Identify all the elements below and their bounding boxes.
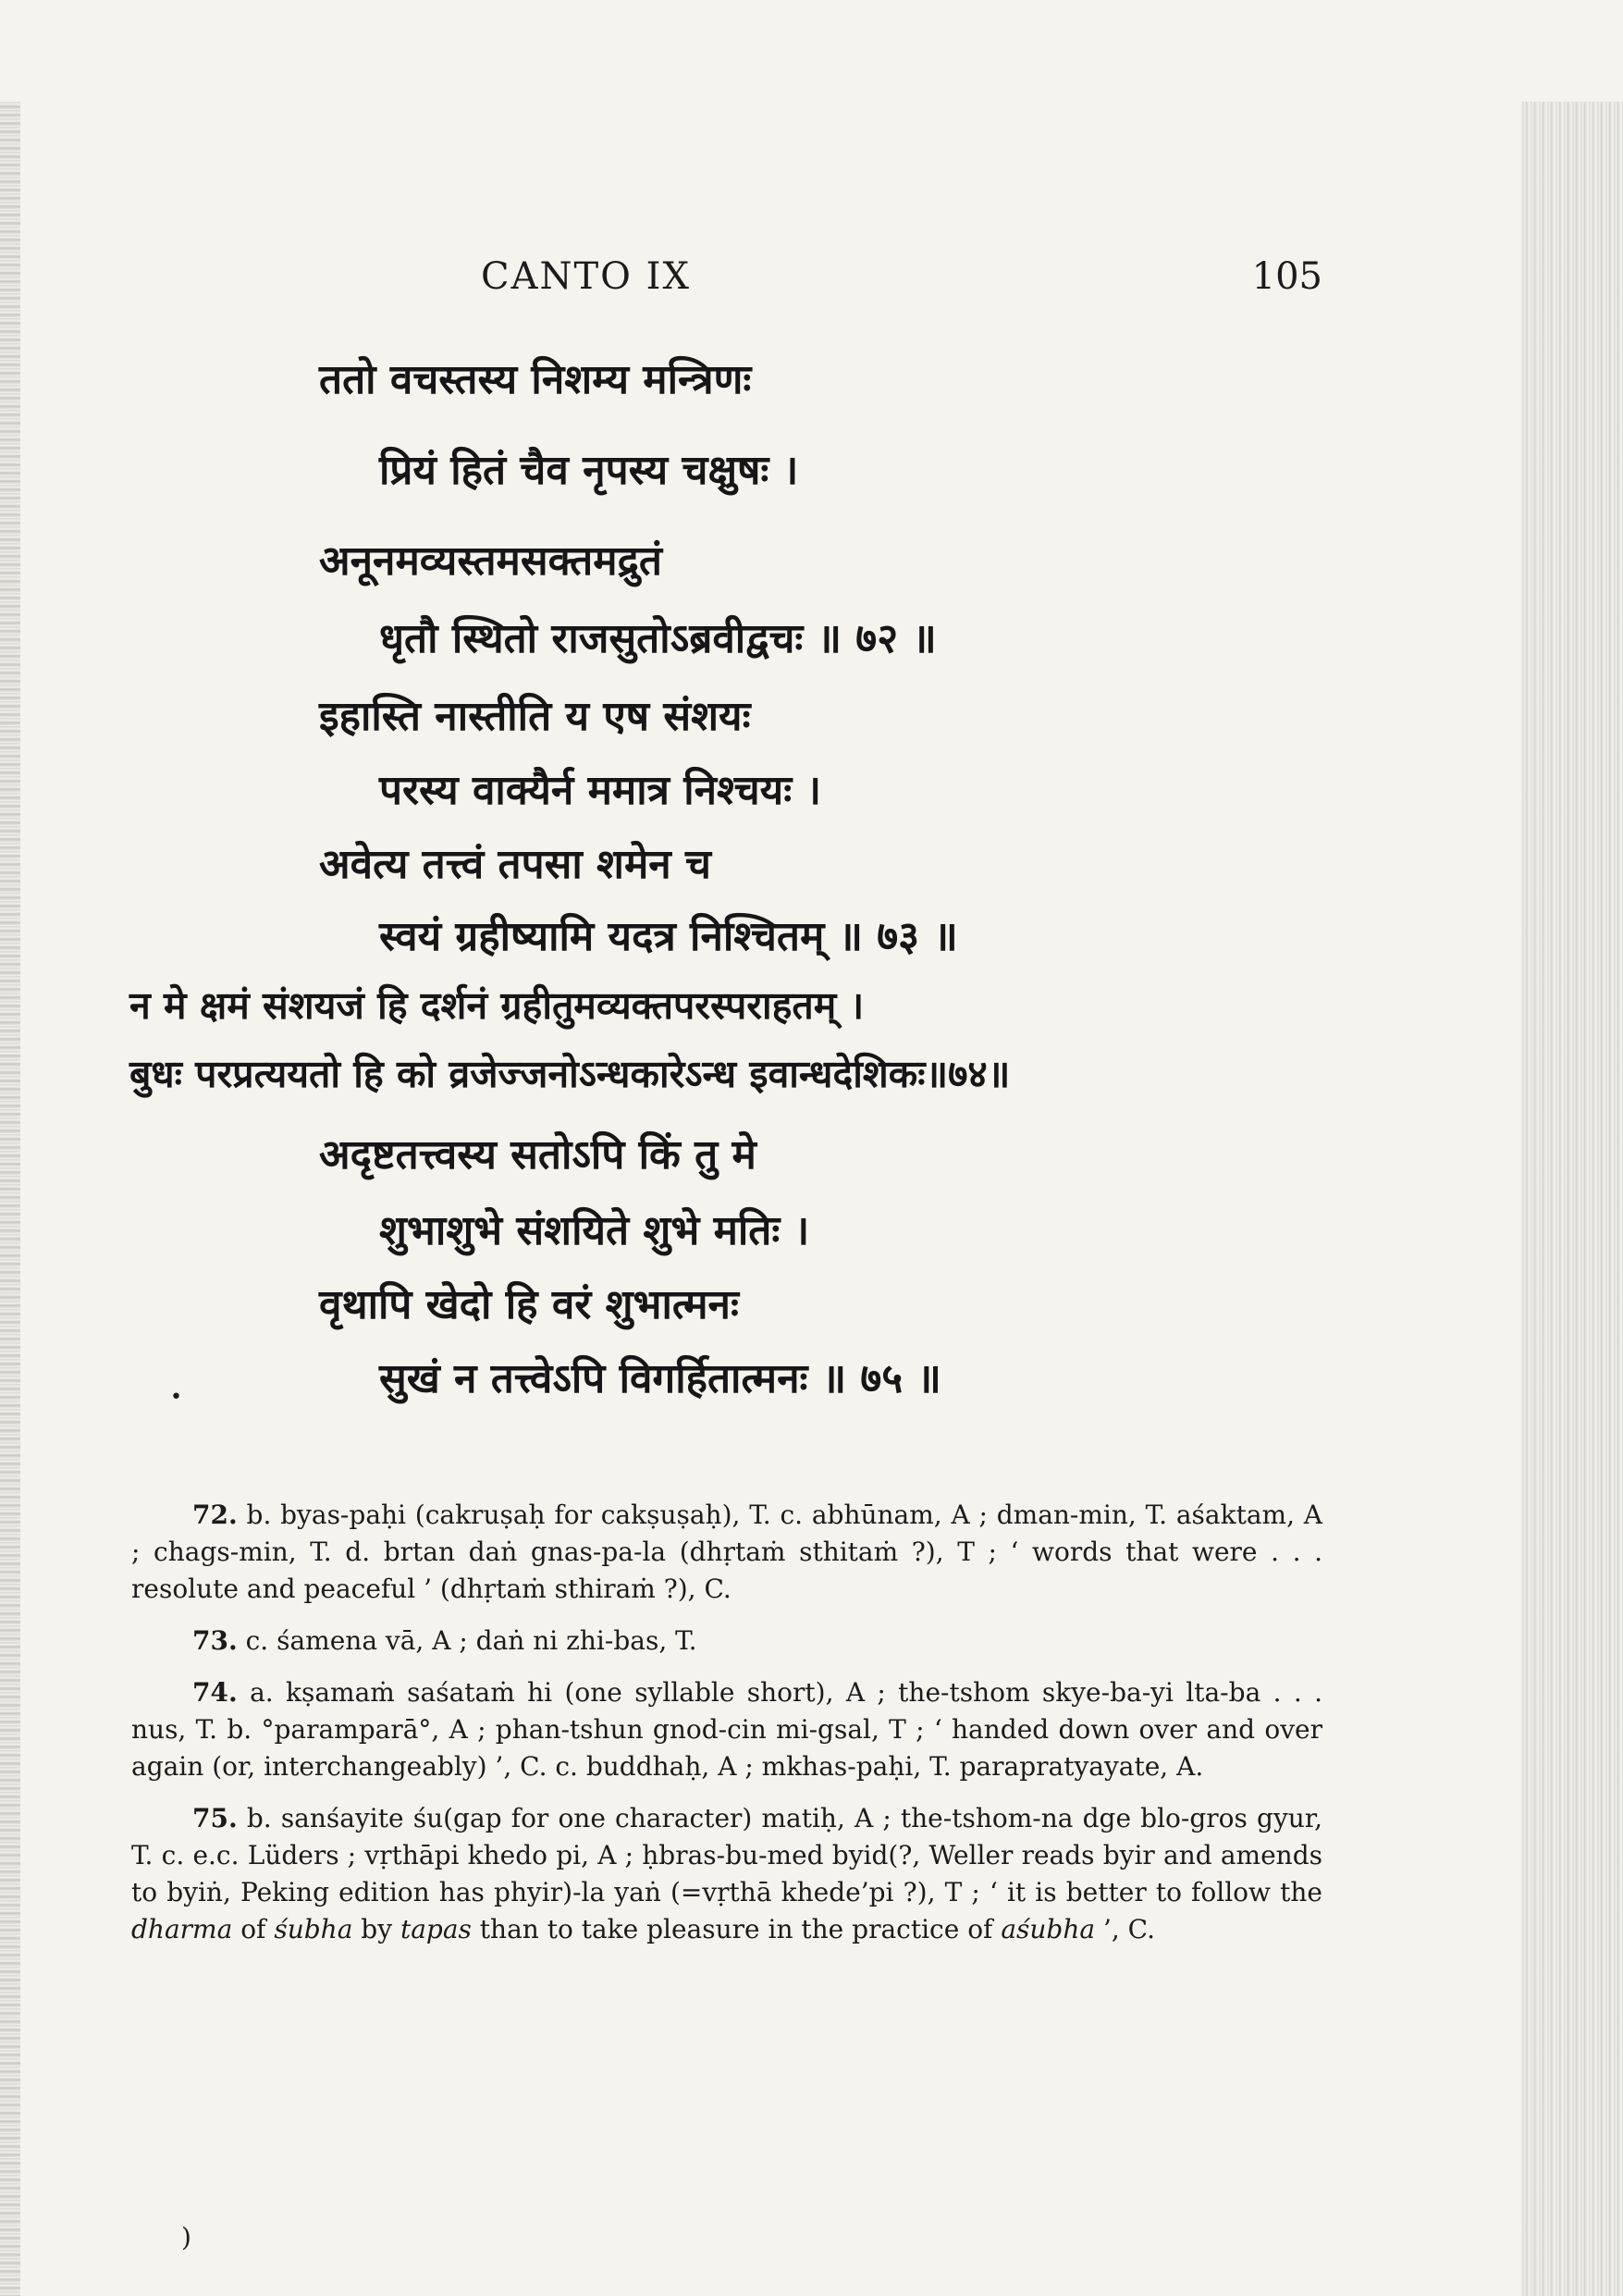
- verse-line: अवेत्य तत्त्वं तपसा शमेन च: [319, 841, 711, 888]
- stray-paren-mark: ): [181, 2222, 191, 2253]
- footnote-number: 74.: [192, 1677, 238, 1708]
- verse-line: शुभाशुभे संशयिते शुभे मतिः ।: [379, 1207, 810, 1254]
- footnote-number: 73.: [192, 1625, 238, 1656]
- stray-dot-mark: •: [170, 1386, 182, 1409]
- footnote-italic: aśubha: [1001, 1914, 1096, 1944]
- page-number: 105: [1251, 255, 1322, 298]
- footnote-text: b. byas-paḥi (cakruṣaḥ for cakṣuṣaḥ), T. c. abhūnam, A ; dman-min, T. aśaktam, A ; chags-min, T. d. brtan daṅ gnas-pa-la (dhṛtaṁ sthitaṁ ?), T ; ‘ words that were . . . resolute and peaceful ’ (dhṛtaṁ sthiraṁ ?), C.: [131, 1500, 1322, 1604]
- verse-line: परस्य वाक्यैर्न ममात्र निश्चयः ।: [379, 767, 822, 814]
- footnote-number: 75.: [192, 1803, 238, 1833]
- verse-line: वृथापि खेदो हि वरं शुभात्मनः: [319, 1281, 739, 1328]
- footnote-number: 72.: [192, 1500, 238, 1530]
- verse-line: न मे क्षमं संशयजं हि दर्शनं ग्रहीतुमव्यक्तपरस्पराहतम् ।: [129, 983, 865, 1028]
- verse-line: अदृष्टतत्त्वस्य सतोऽपि किं तु मे: [319, 1131, 756, 1179]
- verse-line: इहास्ति नास्तीति य एष संशयः: [319, 693, 751, 740]
- footnote-italic: śubha: [274, 1914, 353, 1944]
- verse-line: धृतौ स्थितो राजसुतोऽब्रवीद्वचः ॥ ७२ ॥: [379, 615, 937, 662]
- footnote-text: than to take pleasure in the practice of: [479, 1914, 993, 1944]
- footnote-text: b. sanśayite śu(gap for one character) matiḥ, A ; the-tshom-na dge blo-gros gyur, T. c. e.c. Lüders ; vṛthāpi khedo pi, A ; ḥbras-bu-med byid(?, Weller reads byir and amends to byiṅ, Peking edition has phyir)-la yaṅ (=vṛthā khede’pi ?), T ; ‘ it is better to follow the: [131, 1803, 1322, 1907]
- footnote-text: c. śamena vā, A ; daṅ ni zhi-bas, T.: [245, 1625, 697, 1656]
- running-head: CANTO IX: [481, 255, 691, 298]
- footnote-74: [131, 1674, 1322, 1785]
- page-header: [139, 255, 1322, 311]
- footnote-italic: dharma: [131, 1914, 233, 1944]
- footnote-text: a. kṣamaṁ saśataṁ hi (one syllable short), A ; the-tshom skye-ba-yi lta-ba . . . nus, T. b. °paramparā°, A ; phan-tshun gnod-cin mi-gsal, T ; ‘ handed down over and over again (or, interchangeably) ’, C. c. buddhaḥ, A ; mkhas-paḥi, T. parapratyayate, A.: [131, 1677, 1322, 1782]
- verse-line: बुधः परप्रत्ययतो हि को व्रजेज्जनोऽन्धकारेऽन्ध इवान्धदेशिकः॥७४॥: [129, 1052, 1011, 1096]
- footnote-text: ’, C.: [1102, 1914, 1156, 1944]
- verse-line: सुखं न तत्त्वेऽपि विगर्हितात्मनः ॥ ७५ ॥: [379, 1355, 941, 1402]
- footnote-text: by: [361, 1914, 393, 1944]
- footnote-italic: tapas: [400, 1914, 472, 1944]
- verse-line: अनूनमव्यस्तमसक्तमद्रुतं: [319, 537, 663, 585]
- footnote-75: [131, 1800, 1322, 1948]
- verse-line: स्वयं ग्रहीष्यामि यदत्र निश्चितम् ॥ ७३ ॥: [379, 913, 958, 960]
- footnotes: [131, 1497, 1322, 1963]
- verse-line: प्रियं हितं चैव नृपस्य चक्षुषः ।: [379, 447, 799, 494]
- verse-line: ततो वचस्तस्य निशम्य मन्त्रिणः: [319, 356, 752, 403]
- footnote-text: of: [240, 1914, 266, 1944]
- scan-left-edge: [0, 102, 20, 2296]
- footnote-72: [131, 1497, 1322, 1608]
- scan-right-edge: [1521, 102, 1623, 2296]
- footnote-73: [131, 1623, 1322, 1660]
